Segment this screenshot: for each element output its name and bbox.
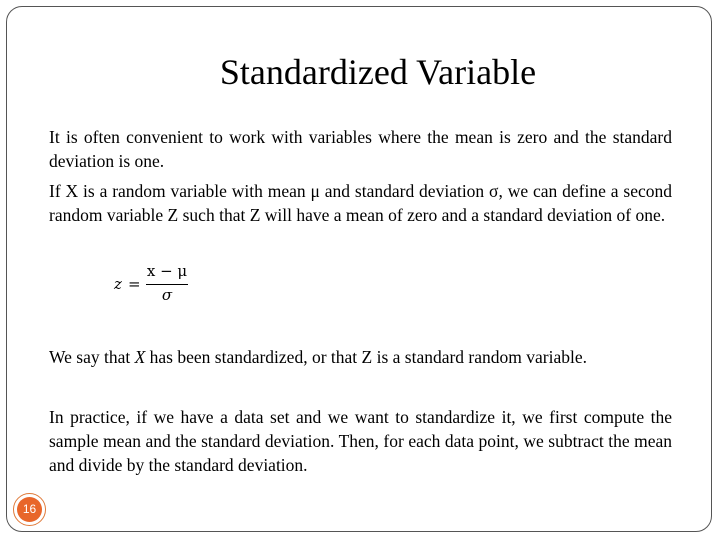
variable-x-italic: X: [134, 347, 146, 367]
slide-title: Standardized Variable: [219, 52, 537, 92]
paragraph-standardized-before: We say that: [49, 347, 135, 367]
paragraph-practice: In practice, if we have a data set and we want to standardize it, we first compute the sample mean and the standard deviation. Then, for each data point, we subtract the mean and divide by the standard deviation.: [49, 407, 672, 475]
formula-denominator: σ: [161, 286, 173, 304]
paragraph-standardized-after: has been standardized, or that Z is a standard random variable.: [145, 347, 587, 367]
paragraph-standardized: [49, 345, 672, 369]
paragraph-intro: It is often convenient to work with variables where the mean is zero and the standard deviation is one.: [49, 127, 672, 171]
formula-equals: =: [128, 275, 141, 293]
page-number: 16: [17, 497, 42, 522]
formula-numerator: x − μ: [146, 262, 188, 280]
page-number-badge: [13, 493, 46, 526]
z-score-formula: [112, 262, 192, 306]
paragraph-definition: If X is a random variable with mean μ and standard deviation σ, we can define a second random variable Z such that Z will have a mean of zero and a standard deviation of one.: [49, 181, 672, 225]
formula-lhs: z: [114, 275, 122, 293]
fraction-bar: [146, 284, 188, 285]
